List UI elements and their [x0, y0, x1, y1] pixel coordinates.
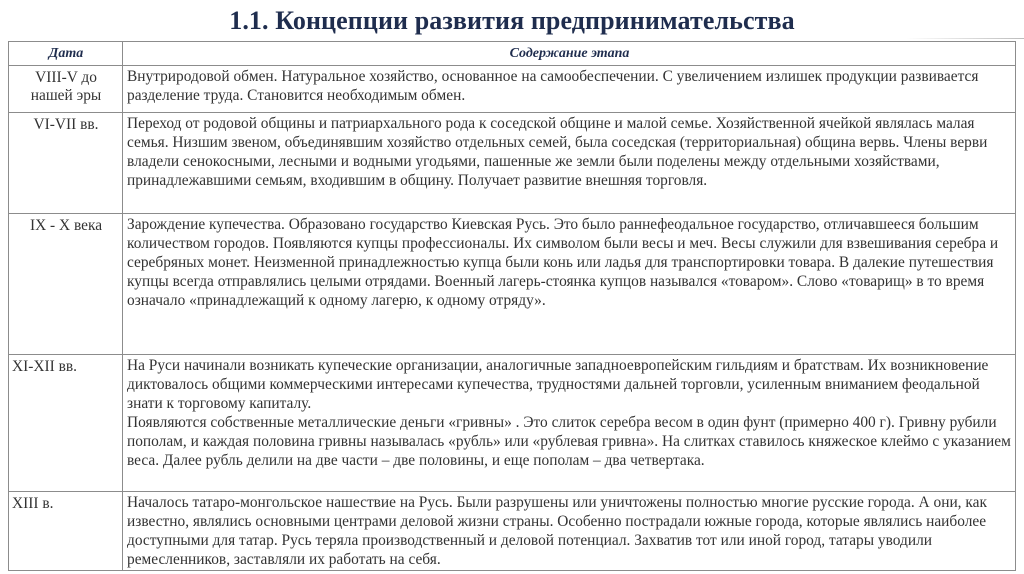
table-row — [9, 113, 1016, 214]
row-content — [123, 214, 1016, 355]
row-date: IX - X века — [9, 214, 123, 355]
row-content — [123, 492, 1016, 571]
row-content — [123, 355, 1016, 492]
row-paragraph: Зарождение купечества. Образовано государство Киевская Русь. Это было раннефеодальное государство, отличавшееся большим количеством городов. Появляются купцы профессионалы. Их символом были весы и меч. Весы служили для взвешивания серебра и серебряных монет. Неизменной принадлежностью купца были конь или ладья для транспортировки товара. В далекие путешествия купцы всегда отправлялись целыми отрядами. Военный лагерь-стоянка купцов назывался «товаром». Слово «товарищ» в то время означало «принадлежащий к одному лагерю, к одному отряду». — [127, 216, 999, 309]
row-date: VIII-V до нашей эры — [9, 66, 123, 113]
row-content — [123, 66, 1016, 113]
table-row — [9, 214, 1016, 355]
row-content — [123, 113, 1016, 214]
row-paragraph: Переход от родовой общины и патриархального рода к соседской общине и малой семье. Хозяйственной ячейкой являлась малая семья. Низшим звеном, объединявшим хозяйство отдельных семей, была соседская (территориальная) община вервь. Члены верви владели сенокосными, лесными и водными угодьями, пашенные же земли были поделены между отдельными хозяйствами, принадлежавшими семьям, входившим в общину. Получает развитие внешняя торговля. — [127, 115, 988, 189]
header-content: Содержание этапа — [123, 42, 1016, 66]
row-paragraph: На Руси начинали возникать купеческие организации, аналогичные западноевропейским гильдиям и братствам. Их возникновение диктовалось общими коммерческими интересами купечества, трудностями дальней торговли, усиленным вниманием феодальной знати к торговому капиталу. — [127, 357, 989, 412]
table-row — [9, 66, 1016, 113]
stages-table — [8, 41, 1016, 571]
table-row — [9, 355, 1016, 492]
row-date: VI-VII вв. — [9, 113, 123, 214]
row-paragraph: Внутриродовой обмен. Натуральное хозяйство, основанное на самообеспечении. С увеличением излишек продукции развивается разделение труда. Становится необходимым обмен. — [127, 68, 979, 104]
row-date: XI-XII вв. — [9, 355, 123, 492]
row-paragraph: Появляются собственные металлические деньги «гривны» . Это слиток серебра весом в один фунт (примерно 400 г). Гривну рубили пополам, и каждая половина гривны называлась «рубль» или «рублевая гривна». На слитках ставилось княжеское клеймо с указанием веса. Далее рубль делили на две части – две половины, и еще пополам – два четвертака. — [127, 414, 1011, 469]
page-title: 1.1. Концепции развития предпринимательства — [229, 6, 795, 35]
row-paragraph: Началось татаро-монгольское нашествие на Русь. Были разрушены или уничтожены полностью многие русские города. А они, как известно, являлись основными центрами деловой жизни страны. Особенно пострадали южные города, которые являлись наиболее доступными для татар. Русь теряла производственный и деловой потенциал. Захватив тот или иной город, татары уводили ремесленников, заставляли их работать на себя. — [127, 494, 987, 568]
table-row — [9, 492, 1016, 571]
title-underline — [906, 38, 1024, 39]
row-date: XIII в. — [9, 492, 123, 571]
header-date: Дата — [9, 42, 123, 66]
table-header-row — [9, 42, 1016, 66]
